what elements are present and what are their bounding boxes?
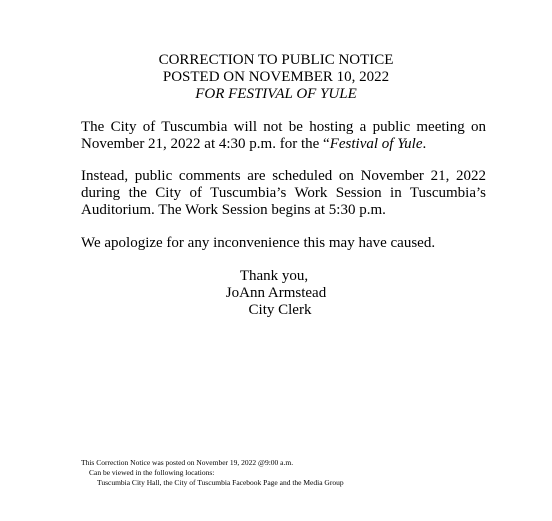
paragraph-cancellation-text: The City of Tuscumbia will not be hosting a public meeting on November 21, 2022 at 4:30 p.m. for the “ bbox=[81, 119, 486, 152]
heading-line-3: FOR FESTIVAL OF YULE bbox=[195, 86, 357, 102]
paragraph-cancellation bbox=[81, 119, 486, 153]
footer-line-2: Can be viewed in the following locations: bbox=[89, 468, 215, 477]
notice-heading bbox=[0, 52, 552, 103]
heading-line-1: CORRECTION TO PUBLIC NOTICE bbox=[158, 52, 394, 68]
signoff-block bbox=[0, 268, 552, 319]
paragraph-cancellation-end: . bbox=[422, 136, 427, 152]
heading-line-2: POSTED ON NOVEMBER 10, 2022 bbox=[162, 69, 390, 85]
footer-line-3: Tuscumbia City Hall, the City of Tuscumbia Facebook Page and the Media Group bbox=[97, 478, 344, 487]
paragraph-instead: Instead, public comments are scheduled on November 21, 2022 during the City of Tuscumbia’s Work Session in Tuscumbia’s Auditorium. The Work Session begins at 5:30 p.m. bbox=[81, 168, 486, 218]
signoff-thanks: Thank you, bbox=[239, 268, 309, 284]
paragraph-apology: We apologize for any inconvenience this may have caused. bbox=[81, 235, 436, 251]
signoff-title: City Clerk bbox=[248, 302, 312, 318]
signoff-name: JoAnn Armstead bbox=[225, 285, 327, 301]
footer-line-1: This Correction Notice was posted on November 19, 2022 @9:00 a.m. bbox=[81, 458, 294, 467]
footer-note bbox=[81, 458, 521, 488]
festival-name: Festival of Yule bbox=[329, 136, 423, 152]
